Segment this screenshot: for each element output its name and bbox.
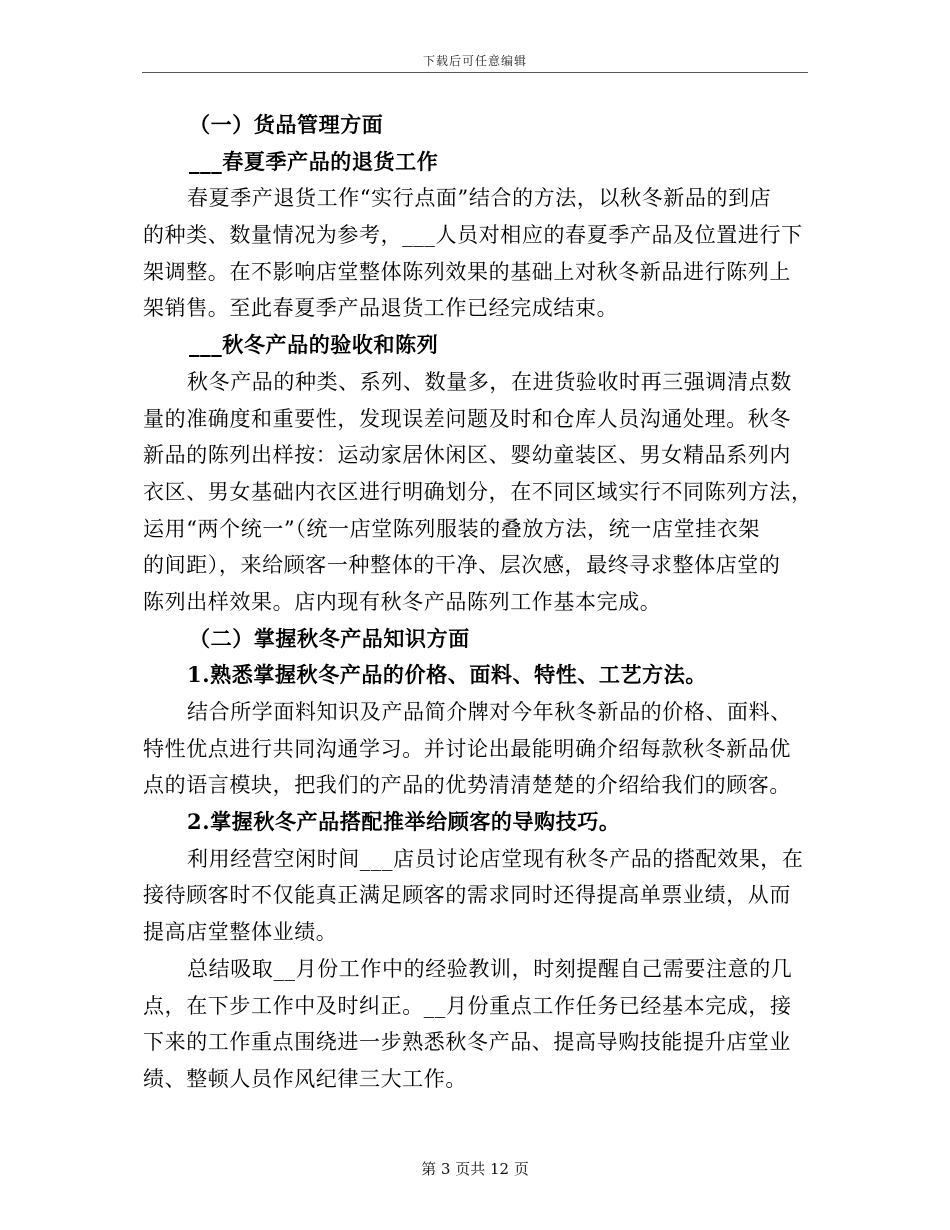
paragraph-line: 绩、整顿人员作风纪律三大工作。 — [143, 1066, 467, 1091]
section-heading: 2.掌握秋冬产品搭配推举给顾客的导购技巧。 — [187, 809, 621, 835]
paragraph-line: 量的准确度和重要性，发现误差问题及时和仓库人员沟通处理。秋冬 — [143, 406, 791, 431]
paragraph-line: 的间距），来给顾客一种整体的干净、层次感，最终寻求整体店堂的 — [143, 553, 781, 578]
paragraph-line: 点的语言模块，把我们的产品的优势清清楚楚的介绍给我们的顾客。 — [143, 773, 791, 798]
paragraph-line: 秋冬产品的种类、系列、数量多，在进货验收时再三强调清点数 — [187, 369, 792, 394]
header-divider — [142, 72, 808, 73]
section-heading: 1.熟悉掌握秋冬产品的价格、面料、特性、工艺方法。 — [187, 662, 707, 688]
paragraph-line: 接待顾客时不仅能真正满足顾客的需求同时还得提高单票业绩，从而 — [143, 883, 791, 908]
paragraph-line: 陈列出样效果。店内现有秋冬产品陈列工作基本完成。 — [143, 589, 662, 614]
paragraph-line: 点，在下步工作中及时纠正。__月份重点工作任务已经基本完成，接 — [143, 993, 792, 1018]
paragraph-line: 新品的陈列出样按：运动家居休闲区、婴幼童装区、男女精品系列内 — [143, 443, 791, 468]
section-heading: （二）掌握秋冬产品知识方面 — [189, 625, 470, 651]
paragraph-line: 下来的工作重点围绕进一步熟悉秋冬产品、提高导购技能提升店堂业 — [143, 1030, 791, 1055]
section-heading: ___秋冬产品的验收和陈列 — [189, 332, 439, 358]
paragraph-line: 利用经营空闲时间___店员讨论店堂现有秋冬产品的搭配效果，在 — [187, 846, 804, 871]
paragraph-line: 总结吸取__月份工作中的经验教训，时刻提醒自己需要注意的几 — [187, 956, 793, 981]
section-heading: ___春夏季产品的退货工作 — [189, 148, 439, 174]
paragraph-line: 提高店堂整体业绩。 — [143, 920, 338, 945]
paragraph-line: 架调整。在不影响店堂整体陈列效果的基础上对秋冬新品进行陈列上 — [143, 259, 791, 284]
section-heading: （一）货品管理方面 — [189, 112, 384, 137]
paragraph-line: 结合所学面料知识及产品简介牌对今年秋冬新品的价格、面料、 — [187, 700, 792, 724]
paragraph-line: 春夏季产退货工作“实行点面”结合的方法，以秋冬新品的到店 — [187, 186, 772, 211]
paragraph-line: 运用“两个统一”（统一店堂陈列服装的叠放方法，统一店堂挂衣架 — [143, 516, 760, 541]
document-body — [143, 107, 813, 1098]
paragraph-line: 架销售。至此春夏季产品退货工作已经完成结束。 — [143, 296, 619, 321]
paragraph-line: 特性优点进行共同沟通学习。并讨论出最能明确介绍每款秋冬新品优 — [143, 736, 791, 761]
paragraph-line: 的种类、数量情况为参考，___人员对相应的春夏季产品及位置进行下 — [143, 223, 803, 248]
paragraph-line: 衣区、男女基础内衣区进行明确划分，在不同区域实行不同陈列方法， — [143, 479, 813, 504]
page-header: 下载后可任意编辑 — [422, 54, 527, 68]
page-footer: 第 3 页共 12 页 — [421, 1160, 529, 1178]
